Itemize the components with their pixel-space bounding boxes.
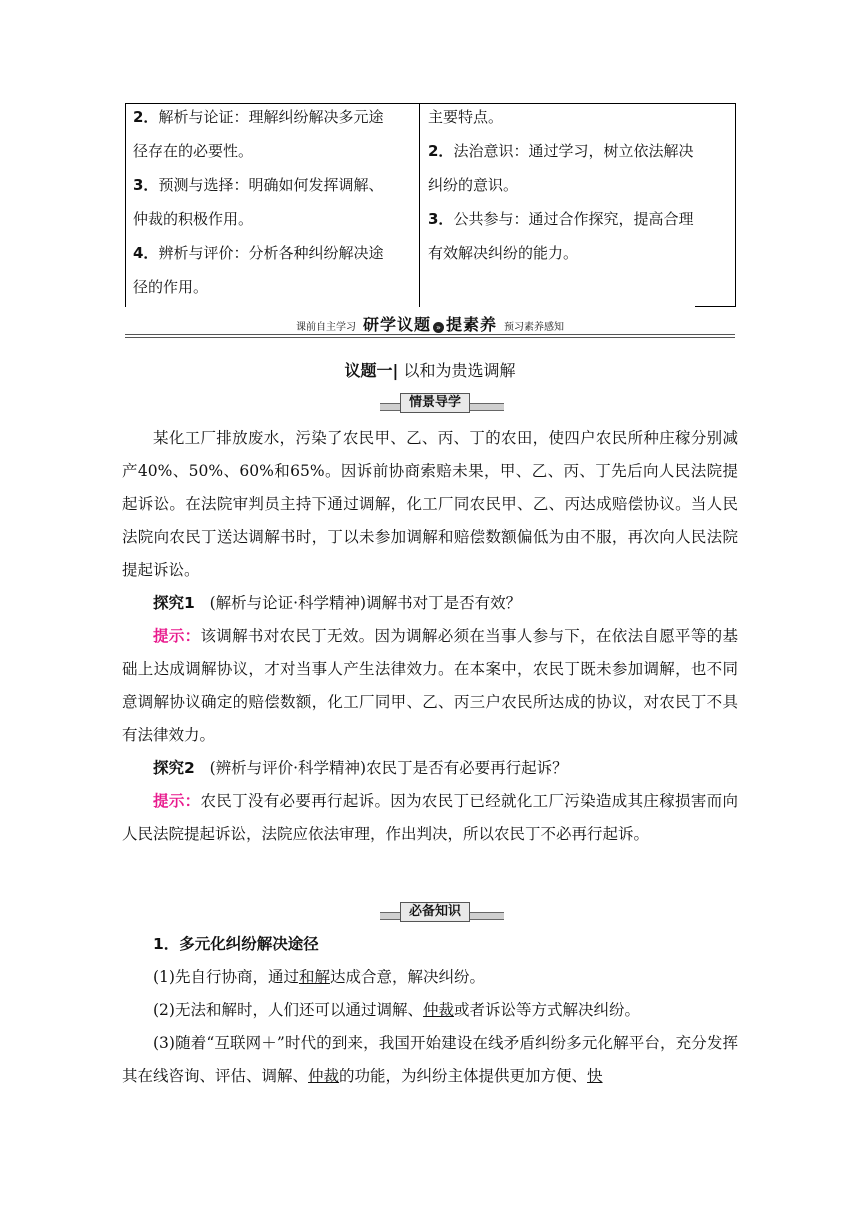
table-line: 主要特点。 xyxy=(428,108,504,126)
fill-answer: 和解 xyxy=(298,968,330,986)
explore-2-question: (辨析与评价·科学精神)农民丁是否有必要再行起诉？ xyxy=(209,759,568,777)
section-tag-knowledge xyxy=(380,902,504,920)
table-line: 4．辨析与评价：分析各种纠纷解决途 xyxy=(133,244,384,262)
scenario-section xyxy=(122,422,738,851)
section-tag-scenario xyxy=(380,393,504,411)
table-line: 有效解决纠纷的能力。 xyxy=(428,244,579,262)
table-left-border xyxy=(125,103,126,307)
knowledge-heading: 1．多元化纠纷解决途径 xyxy=(153,935,319,953)
table-left-cell xyxy=(133,100,417,304)
scenario-paragraph: 某化工厂排放废水，污染了农民甲、乙、丙、丁的农田，使四户农民所种庄稼分别减产40%、50%、60%和65%。因诉前协商索赔未果，甲、乙、丙、丁先后向人民法院提起诉讼。在法院审判员主持下通过调解，化工厂同农民甲、乙、丙达成赔偿协议。当人民法院向农民丁送达调解书时，丁以未参加调解和赔偿数额偏低为由不服，再次向人民法院提起诉讼。 xyxy=(122,429,738,579)
topic-title: 以和为贵选调解 xyxy=(403,361,516,380)
explore-1-label: 探究1 xyxy=(153,594,195,612)
table-line: 径存在的必要性。 xyxy=(133,142,254,160)
banner-left-caption: 课前自主学习 xyxy=(295,322,356,333)
fill-answer: 快 xyxy=(587,1067,603,1085)
table-right-cell xyxy=(428,100,733,270)
knowledge-section xyxy=(122,928,738,1093)
banner-text xyxy=(125,314,735,339)
table-line: 3．预测与选择：明确如何发挥调解、 xyxy=(133,176,384,194)
topic-heading xyxy=(0,358,860,381)
section-banner xyxy=(125,312,735,338)
hint-2 xyxy=(122,785,738,851)
table-line: 2．法治意识：通过学习，树立依法解决 xyxy=(428,142,694,160)
tag-label: 必备知识 xyxy=(400,902,470,922)
hint-2-label: 提示： xyxy=(153,792,201,810)
table-line: 纠纷的意识。 xyxy=(428,176,519,194)
table-middle-border xyxy=(419,103,420,307)
banner-title-b: 提素养 xyxy=(446,315,498,334)
explore-1-question: (解析与论证·科学精神)调解书对丁是否有效？ xyxy=(209,594,522,612)
table-line: 仲裁的积极作用。 xyxy=(133,210,254,228)
knowledge-item-3: (3)随着“互联网＋”时代的到来，我国开始建设在线矛盾纠纷多元化解平台，充分发挥其在线咨询、评估、调解、仲裁的功能，为纠纷主体提供更加方便、快 xyxy=(122,1034,738,1085)
hint-1-text: 该调解书对农民丁无效。因为调解必须在当事人参与下，在依法自愿平等的基础上达成调解协议，才对当事人产生法律效力。在本案中，农民丁既未参加调解，也不同意调解协议确定的赔偿数额，化工厂同甲、乙、丙三户农民所达成的协议，对农民丁不具有法律效力。 xyxy=(122,627,738,744)
banner-right-caption: 预习素养感知 xyxy=(504,322,565,333)
explore-2 xyxy=(122,752,738,785)
table-line: 2．解析与论证：理解纠纷解决多元途 xyxy=(133,108,384,126)
topic-label: 议题一| xyxy=(344,361,399,380)
table-line: 径的作用。 xyxy=(133,278,209,296)
tag-label: 情景导学 xyxy=(400,393,470,413)
fill-answer: 仲裁 xyxy=(308,1067,340,1085)
table-right-border xyxy=(735,103,736,307)
hint-2-text: 农民丁没有必要再行起诉。因为农民丁已经就化工厂污染造成其庄稼损害而向人民法院提起诉讼，法院应依法审理，作出判决，所以农民丁不必再行起诉。 xyxy=(122,792,738,843)
fill-answer: 仲裁 xyxy=(422,1001,454,1019)
objectives-table xyxy=(125,103,736,307)
table-line: 3．公共参与：通过合作探究，提高合理 xyxy=(428,210,694,228)
knowledge-item-1: (1)先自行协商，通过和解达成合意，解决纠纷。 xyxy=(153,968,485,986)
table-bottom-border xyxy=(695,306,736,307)
hint-1 xyxy=(122,620,738,752)
explore-1 xyxy=(122,587,738,620)
banner-title-a: 研学议题 xyxy=(362,315,431,334)
explore-2-label: 探究2 xyxy=(153,759,195,777)
knowledge-item-2: (2)无法和解时，人们还可以通过调解、仲裁或者诉讼等方式解决纠纷。 xyxy=(153,1001,640,1019)
arrow-icon: » xyxy=(433,322,444,333)
hint-1-label: 提示： xyxy=(153,627,201,645)
